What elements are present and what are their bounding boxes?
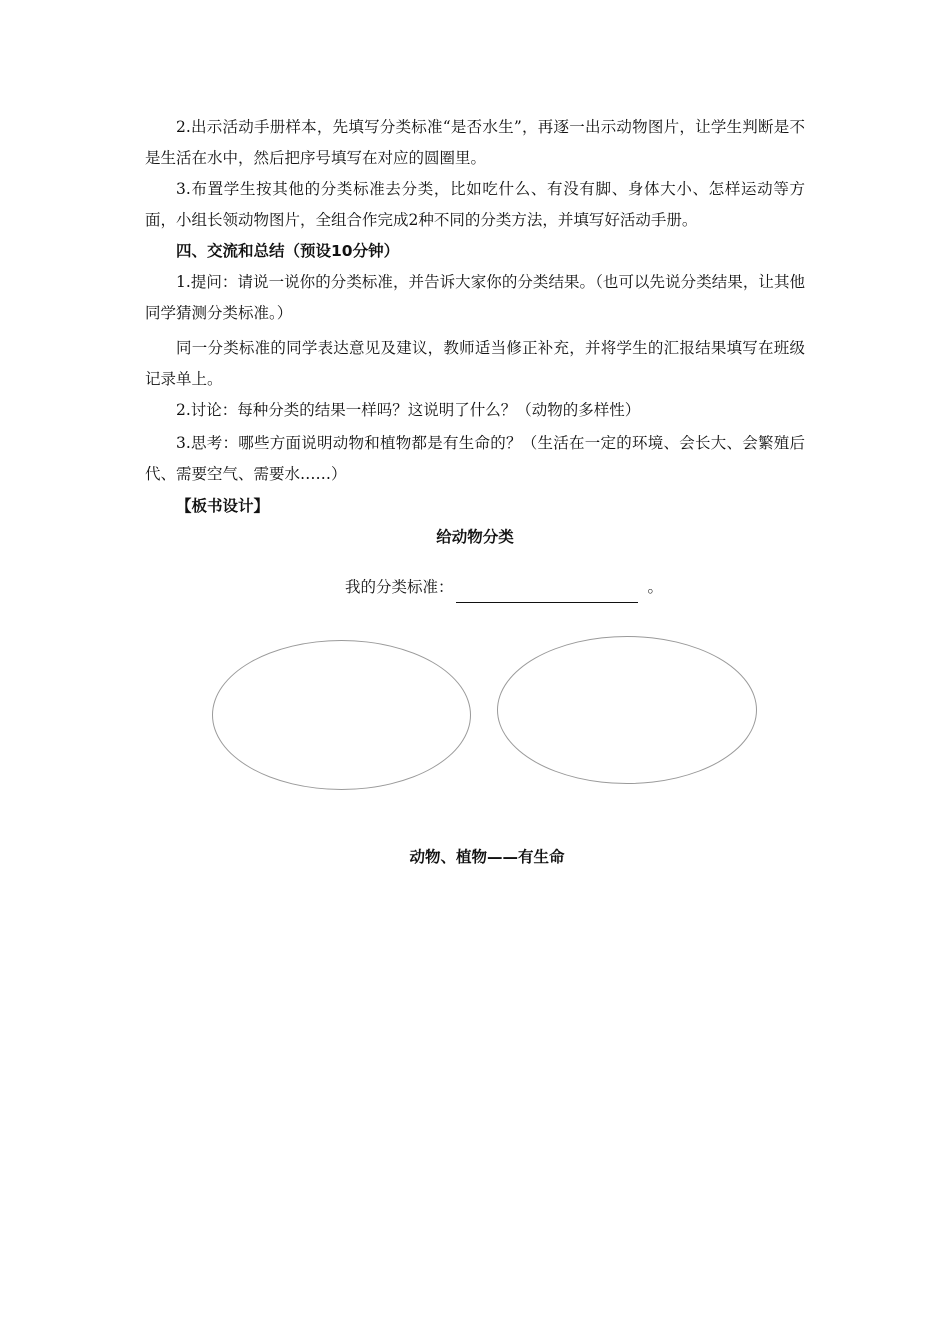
right-classification-circle <box>497 636 757 784</box>
paragraph-question-1: 1.提问：请说一说你的分类标准，并告诉大家你的分类结果。（也可以先说分类结果，让其他同学猜测分类标准。） <box>145 273 805 322</box>
board-design-heading: 【板书设计】 <box>176 497 270 515</box>
board-title: 给动物分类 <box>436 528 514 546</box>
board-conclusion: 动物、植物——有生命 <box>409 848 565 866</box>
standard-label: 我的分类标准： <box>345 578 454 596</box>
paragraph-step-2: 2.出示活动手册样本，先填写分类标准“是否水生”，再逐一出示动物图片，让学生判断是不是生活在水中，然后把序号填写在对应的圆圈里。 <box>145 118 805 167</box>
classification-standard-line <box>345 572 663 603</box>
paragraph-discussion-2: 2.讨论：每种分类的结果一样吗？这说明了什么？（动物的多样性） <box>176 401 641 419</box>
left-classification-circle <box>212 640 471 790</box>
paragraph-thinking-3: 3.思考：哪些方面说明动物和植物都是有生命的？（生活在一定的环境、会长大、会繁殖后代、需要空气、需要水……） <box>145 434 805 483</box>
paragraph-step-3: 3.布置学生按其他的分类标准去分类，比如吃什么、有没有脚、身体大小、怎样运动等方面，小组长领动物图片，全组合作完成2种不同的分类方法，并填写好活动手册。 <box>145 180 805 229</box>
paragraph-feedback: 同一分类标准的同学表达意见及建议，教师适当修正补充，并将学生的汇报结果填写在班级记录单上。 <box>145 339 805 388</box>
section-heading-4: 四、交流和总结（预设10分钟） <box>176 242 400 260</box>
standard-blank <box>456 580 638 603</box>
standard-period: 。 <box>647 578 664 596</box>
